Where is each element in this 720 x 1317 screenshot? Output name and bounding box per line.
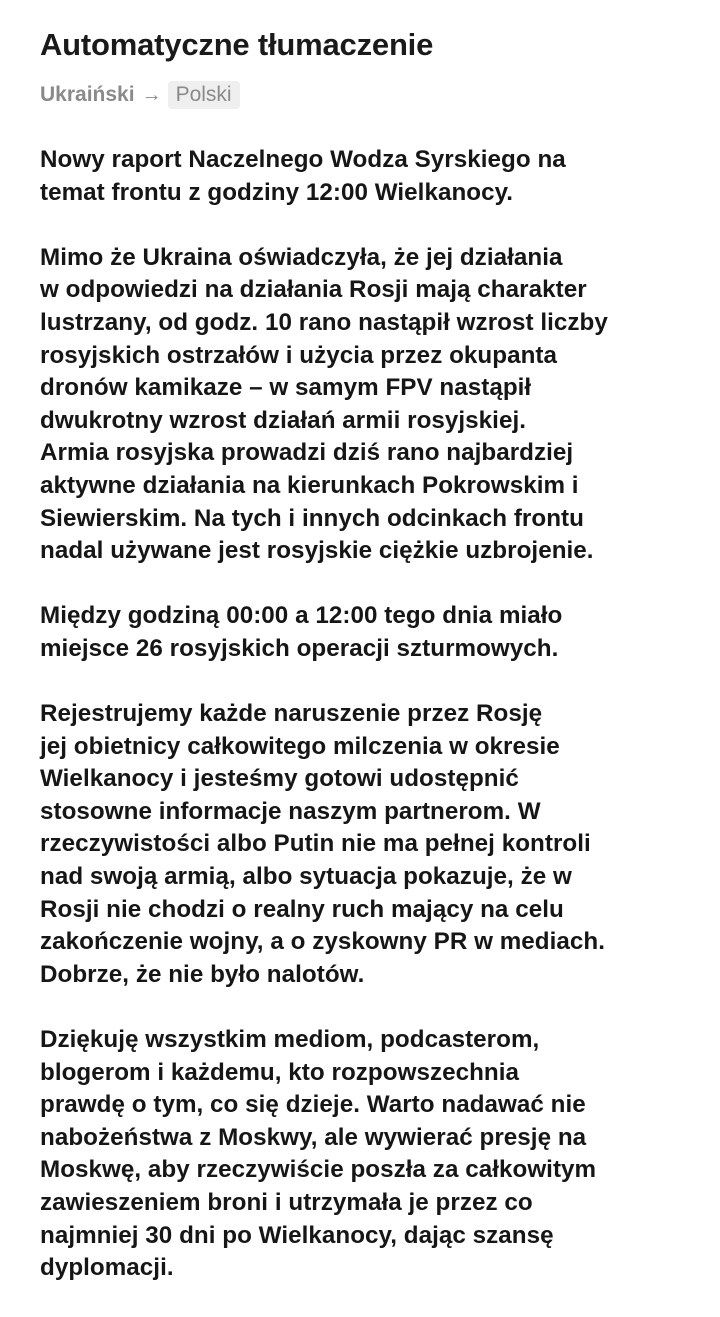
text-line: rosyjskich ostrzałów i użycia przez okupanta	[40, 341, 558, 369]
text-line: prawdę o tym, co się dzieje. Warto nadawać nie	[40, 1091, 586, 1119]
text-line: zawieszeniem broni i utrzymała je przez co	[40, 1189, 533, 1216]
paragraph-3	[40, 600, 700, 665]
text-line: Dobrze, że nie było nalotów.	[40, 960, 365, 988]
text-line: Rosji nie chodzi o realny ruch mający na celu	[40, 895, 564, 923]
text-line: lustrzany, od godz. 10 rano nastąpił wzrost liczby	[40, 308, 608, 336]
paragraph-2	[40, 242, 700, 568]
text-line: miejsce 26 rosyjskich operacji szturmowych.	[40, 634, 559, 662]
text-line: Nowy raport Naczelnego Wodza Syrskiego na	[40, 146, 566, 173]
paragraph-4	[40, 698, 700, 991]
text-line: nabożeństwa z Moskwy, ale wywierać presję na	[40, 1123, 587, 1151]
text-line: Wielkanocy i jesteśmy gotowi udostępnić	[40, 765, 519, 793]
text-line: dyplomacji.	[40, 1254, 174, 1282]
paragraph-5	[40, 1024, 700, 1285]
text-line: nad swoją armią, albo sytuacja pokazuje, że w	[40, 863, 572, 891]
text-line: rzeczywistości albo Putin nie ma pełnej kontroli	[40, 830, 591, 858]
text-line: Dziękuję wszystkim mediom, podcasterom,	[40, 1026, 540, 1054]
paragraph-1	[40, 144, 700, 209]
text-line: dronów kamikaze – w samym FPV nastąpił	[40, 374, 532, 402]
text-line: dwukrotny wzrost działań armii rosyjskiej.	[40, 406, 526, 434]
text-line: jej obietnicy całkowitego milczenia w okresie	[40, 732, 560, 760]
source-language: Ukraiński	[40, 83, 135, 106]
text-line: stosowne informacje naszym partnerom. W	[40, 797, 541, 825]
text-line: najmniej 30 dni po Wielkanocy, dając szansę	[40, 1221, 554, 1249]
text-line: Mimo że Ukraina oświadczyła, że jej działania	[40, 243, 563, 271]
text-line: Rejestrujemy każde naruszenie przez Rosję	[40, 700, 543, 728]
translation-title: Automatyczne tłumaczenie	[40, 27, 434, 62]
text-line: zakończenie wojny, a o zyskowny PR w mediach.	[40, 928, 605, 956]
translated-text	[40, 144, 700, 1285]
target-language-chip[interactable]: Polski	[168, 81, 240, 109]
text-line: aktywne działania na kierunkach Pokrowskim i	[40, 471, 579, 499]
language-pair	[40, 80, 700, 110]
text-line: w odpowiedzi na działania Rosji mają charakter	[40, 276, 587, 304]
text-line: Między godziną 00:00 a 12:00 tego dnia miało	[40, 602, 563, 630]
text-line: Siewierskim. Na tych i innych odcinkach frontu	[40, 504, 584, 532]
text-line: Moskwę, aby rzeczywiście poszła za całkowitym	[40, 1156, 597, 1184]
arrow-right-icon: →	[141, 84, 162, 106]
text-line: Armia rosyjska prowadzi dziś rano najbardziej	[40, 439, 574, 467]
text-line: nadal używane jest rosyjskie ciężkie uzbrojenie.	[40, 537, 594, 565]
text-line: blogerom i każdemu, kto rozpowszechnia	[40, 1058, 520, 1086]
text-line: temat frontu z godziny 12:00 Wielkanocy.	[40, 178, 514, 206]
translation-panel	[40, 26, 700, 1317]
